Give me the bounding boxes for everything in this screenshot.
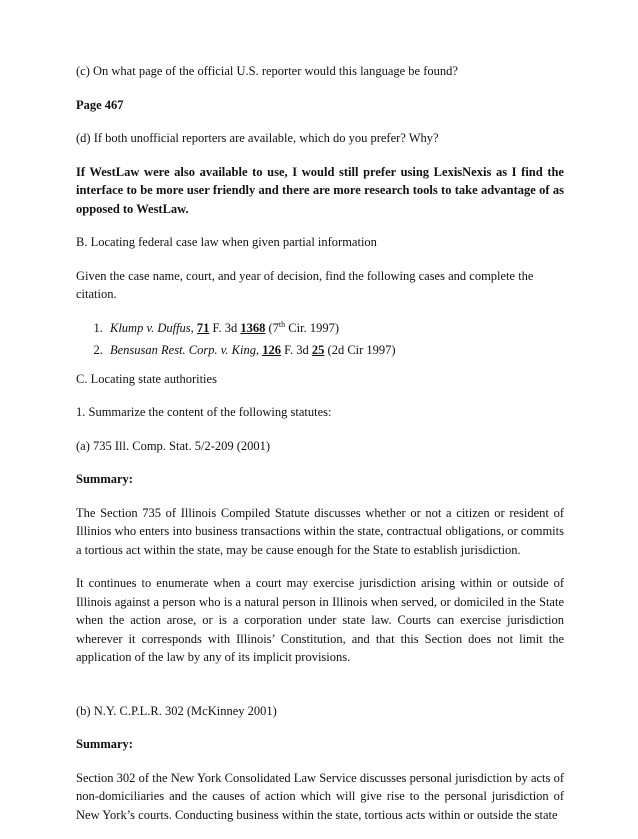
summary-b-paragraph: Section 302 of the New York Consolidated Law Service discusses personal jurisdiction by acts of non-domiciliaries and the causes of action which will give rise to the personal jurisdiction of New York’s courts. Conducting business within the state, tortious acts within or outside the state [76, 770, 564, 822]
spacer [76, 682, 564, 702]
case-court: (7th Cir. 1997) [268, 319, 339, 335]
case-item: 2. Bensusan Rest. Corp. v. King, 126 F. 3d 25 (2d Cir 1997) [106, 341, 564, 360]
case-volume: 71 [196, 320, 210, 335]
case-reporter: F. 3d [212, 320, 238, 335]
case-court: (2d Cir 1997) [327, 343, 396, 357]
statute-a: (a) 735 Ill. Comp. Stat. 5/2-209 (2001) [76, 438, 271, 453]
case-page: 1368 [240, 320, 266, 335]
case-item: 1. Klump v. Duffus, 71 F. 3d 1368 (7th Cir. 1997) [106, 319, 564, 338]
document-body [76, 62, 564, 839]
case-reporter: F. 3d [284, 343, 309, 357]
section-c-question-1: 1. Summarize the content of the following statutes: [76, 405, 332, 419]
case-page: 25 [311, 343, 325, 357]
answer-d: If WestLaw were also available to use, I would still prefer using LexisNexis as I find the interface to be more user friendly and there are more research tools to take advantage of as opposed to WestLaw. [76, 164, 564, 216]
section-b-intro: Given the case name, court, and year of decision, find the following cases and complete the citation. [76, 268, 534, 301]
case-volume: 126 [262, 343, 281, 357]
case-name: Bensusan Rest. Corp. v. King [110, 343, 256, 357]
section-b-heading: B. Locating federal case law when given partial information [76, 235, 377, 249]
summary-a-paragraph-2: It continues to enumerate when a court may exercise jurisdiction arising within or outside of Illinois against a person who is a natural person in Illinois when served, or domiciled in the State when the action arose, or is a corporation under state law. Courts can exercise jurisdiction wherever it corresponds with Illinois’ Constitution, and that this Section does not limit the application of the law by any of its implicit provisions. [76, 576, 564, 664]
statute-b: (b) N.Y. C.P.L.R. 302 (McKinney 2001) [76, 703, 277, 718]
question-d: (d) If both unofficial reporters are available, which do you prefer? Why? [76, 131, 439, 145]
case-list [76, 319, 564, 360]
summary-a-label: Summary: [76, 472, 133, 486]
summary-a-paragraph-1: The Section 735 of Illinois Compiled Statute discusses whether or not a citizen or resident of Illinios who enters into business transactions within the state, contractual obligations, or commits a tortious act within the state, may be cause enough for the State to establish jurisdiction. [76, 505, 564, 557]
summary-b-label: Summary: [76, 737, 133, 751]
case-name: Klump v. Duffus [110, 320, 191, 335]
question-c: (c) On what page of the official U.S. reporter would this language be found? [76, 64, 458, 78]
section-c-heading: C. Locating state authorities [76, 371, 217, 386]
answer-c: Page 467 [76, 97, 124, 112]
